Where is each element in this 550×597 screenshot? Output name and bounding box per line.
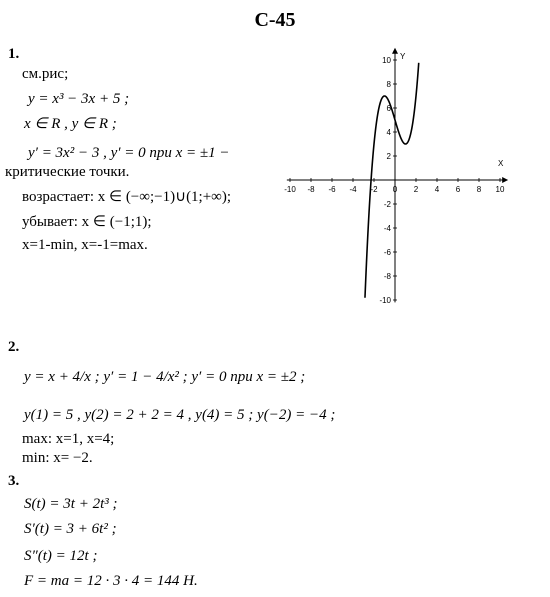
x-tick-label: -4 [349,185,357,194]
problem-3-number: 3. [8,473,20,489]
page-title: С-45 [254,9,296,31]
y-tick-label: 6 [386,104,391,113]
problem-3-line-3: S″(t) = 12t ; [24,548,98,564]
problem-1-number: 1. [8,46,20,62]
problem-2-line-1: y = x + 4/x ; y′ = 1 − 4/x² ; y′ = 0 при x = ±2 ; [24,369,306,385]
problem-1-line-6: возрастает: x ∈ (−∞;−1)∪(1;+∞); [22,189,232,205]
x-tick-label: 4 [434,185,440,194]
problem-3-line-2: S′(t) = 3 + 6t² ; [24,521,117,537]
x-tick-label: 10 [495,185,505,194]
x-tick-label: 2 [413,185,419,194]
x-axis-arrow [502,177,508,183]
y-tick-label: -8 [383,272,391,281]
problem-1-line-7: убывает: x ∈ (−1;1); [22,214,152,230]
y-tick-label: -6 [383,248,391,257]
problem-3-line-4: F = ma = 12 · 3 · 4 = 144 Н. [24,573,198,589]
problem-2-line-3: max: x=1, x=4; [22,431,115,447]
y-tick-label: 10 [382,56,391,65]
problem-1-line-2: y = x³ − 3x + 5 ; [28,91,130,107]
y-tick-label: -4 [383,224,391,233]
problem-1-line-1: см.рис; [22,66,69,82]
problem-1-line-5: критические точки. [5,164,130,180]
x-tick-label: 8 [476,185,482,194]
x-axis-label: X [498,159,504,168]
y-tick-label: -10 [379,296,391,305]
y-tick-label: 2 [386,152,391,161]
x-tick-label: 6 [455,185,461,194]
x-tick-label: -10 [284,185,296,194]
y-axis-label: Y [400,52,406,61]
x-tick-label: -8 [307,185,315,194]
problem-1-line-8: x=1-min, x=-1=max. [22,237,148,253]
y-axis-arrow [392,48,398,54]
x-tick-label: -2 [370,185,378,194]
x-tick-label: -6 [328,185,336,194]
problem-2-line-4: min: x= −2. [22,450,93,466]
problem-1-line-3: x ∈ R , y ∈ R ; [24,116,117,132]
problem-2-number: 2. [8,339,20,355]
y-tick-label: 8 [386,80,391,89]
x-tick-label: 0 [392,185,398,194]
y-tick-label: -2 [383,200,391,209]
problem-1-line-4: y′ = 3x² − 3 , y′ = 0 при x = ±1 − [28,145,230,161]
problem-2-line-2: y(1) = 5 , y(2) = 2 + 2 = 4 , y(4) = 5 ; y(−2) = −4 ; [24,407,336,423]
problem-3-line-1: S(t) = 3t + 2t³ ; [24,496,118,512]
y-tick-label: 4 [386,128,391,137]
